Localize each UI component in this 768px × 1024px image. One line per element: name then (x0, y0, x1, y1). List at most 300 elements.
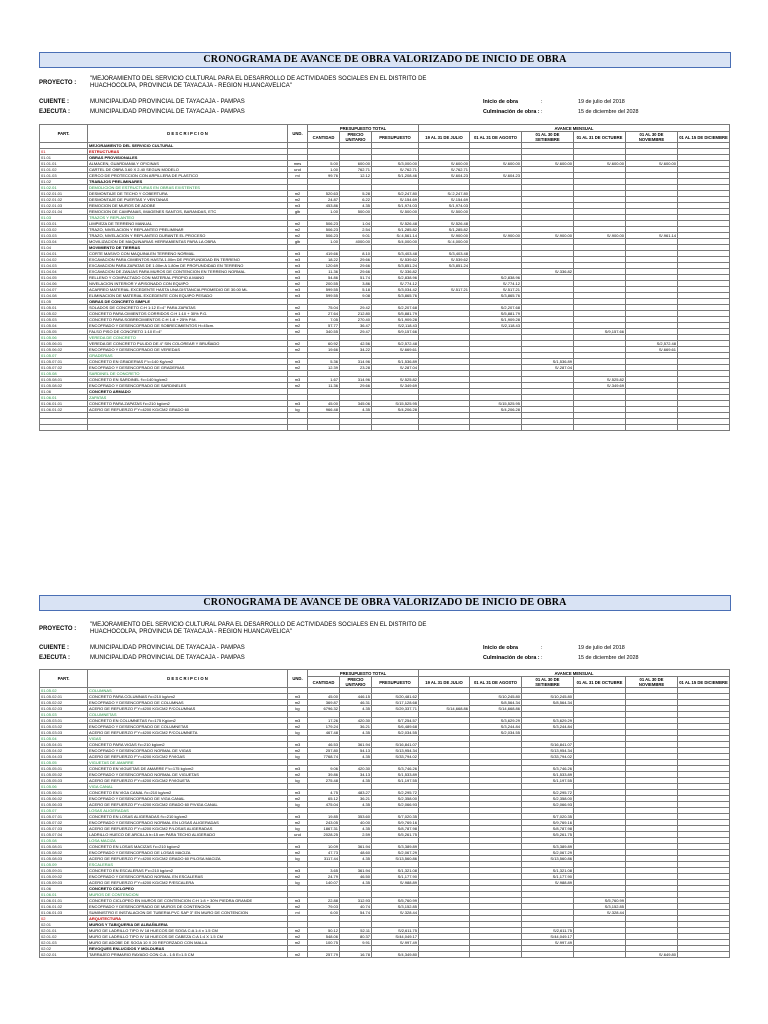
cell-month-5: S/.669.61 (626, 347, 678, 353)
cell-month-3: S/3,629.29 (522, 718, 574, 724)
cell-part: 01.01.02 (40, 167, 88, 173)
cell-descripcion: LADRILLO HUECO DE ARCILLA h=15 cm PARA TECHO ALIGERADO (88, 832, 288, 838)
cell-presupuesto: S/1,197.55 (372, 778, 419, 784)
cell-part: 01.03 (40, 215, 88, 221)
cell-month-1: S/.517.21 (419, 287, 470, 293)
start-label: Inicio de obra (483, 99, 519, 105)
cell-descripcion: EXCAVACION PARA CIMIENTOS HASTA 1.00m DE PROFUNDIDAD EN TERRENO (88, 257, 288, 263)
cell-cantidad: 506.23 (308, 233, 340, 239)
cell-precio: 23.28 (340, 365, 372, 371)
cell-und: kg (288, 706, 308, 712)
cell-cantidad: 140.07 (308, 880, 340, 886)
cell-descripcion: ENCOFRADO Y DESENCOFRADO DE MUROS DE CONTENCION (88, 904, 288, 910)
cell-presupuesto: S/5,760.99 (372, 898, 419, 904)
col-part: PART. (40, 670, 88, 688)
cell-und: ml (288, 173, 308, 179)
cell-cantidad: 46.53 (308, 742, 340, 748)
cell-cantidad: 340.55 (308, 329, 340, 335)
cell-descripcion: CONCRETO EN LOSAS ALIGERADAS f'c=210 kg/cm2 (88, 814, 288, 820)
cell-month-1 (419, 952, 470, 958)
cell-cantidad: 419.66 (308, 251, 340, 257)
cell-month-4: S/.900.00 (574, 233, 626, 239)
executor-label-2: EJECUTA : (39, 655, 71, 661)
cell-presupuesto: S/.988.89 (372, 880, 419, 886)
cell-cantidad: 520.63 (308, 191, 340, 197)
cell-part: 01.01.01 (40, 161, 88, 167)
cell-descripcion: CERCO DE PROTECCION CON ARPILLERA DE PLASTICO (88, 173, 288, 179)
cell-descripcion: MOVILIZACION DE MAQUINARIAS HERRAMIENTAS PARA LA OBRA (88, 239, 288, 245)
cell-part: 02.01.03 (40, 940, 88, 946)
cell-part: 01.05.08.02 (40, 383, 88, 389)
cell-month-1: S/.500.00 (419, 209, 470, 215)
cell-presupuesto: S/15,525.95 (372, 401, 419, 407)
cell-presupuesto: S/.526.48 (372, 221, 419, 227)
cell-month-5: S/.961.14 (626, 233, 678, 239)
cell-descripcion: ENCOFRADO Y DESENCOFRADO NORMAL DE VIGAS (88, 748, 288, 754)
cell-part: 01.05.07.03 (40, 826, 88, 832)
cell-month-2: S/2,034.55 (470, 730, 522, 736)
cell-cantidad: 79.03 (308, 904, 340, 910)
cell-part: 01.05.05 (40, 329, 88, 335)
cell-descripcion: ENCOFRADO Y DESENCOFRADO DE VIGA CANAL (88, 796, 288, 802)
cell-cantidad: 179.24 (308, 724, 340, 730)
cell-precio: 345.06 (340, 401, 372, 407)
col-month-3: 01 AL 30 DE SETIEMBRE (522, 677, 574, 688)
cell-part: 01.06.01.01 (40, 898, 88, 904)
cell-part: 01.05.07.02 (40, 820, 88, 826)
cell-cantidad: 475.04 (308, 802, 340, 808)
client-value-2: MUNICIPALIDAD PROVINCIAL DE TAYACAJA - PAMPAS (90, 645, 245, 651)
cell-month-1: S/.4,000.00 (419, 239, 470, 245)
start-colon-2: : (541, 645, 543, 651)
cell-presupuesto: S/4,349.80 (372, 952, 419, 958)
cell-und: kg (288, 730, 308, 736)
cell-descripcion: ENCOFRADO Y DESENCOFRADO DE SARDINELES (88, 383, 288, 389)
cell-descripcion: COLUMNAS (88, 688, 288, 694)
cell-part: 01.05.04.02 (40, 748, 88, 754)
cell-month-2: S/.900.00 (470, 233, 522, 239)
cell-month-2: S/2,838.96 (470, 275, 522, 281)
end-label: Culminación de obra : (483, 109, 540, 115)
cell-month-1: S/.762.71 (419, 167, 470, 173)
cell-part: 01.05 (40, 299, 88, 305)
cell-precio: 29.66 (340, 383, 372, 389)
cell-presupuesto: S/.336.82 (372, 269, 419, 275)
cell-month-2: S/3,244.84 (470, 724, 522, 730)
cell-precio: 4.35 (340, 778, 372, 784)
cell-part: 01.05.07.02 (40, 365, 88, 371)
cell-descripcion: ACERO DE REFUERZO F'Y=4200 KG/CM2 GRADO 60 P/VIGA CANAL (88, 802, 288, 808)
cell-precio: 48.60 (340, 850, 372, 856)
cell-descripcion: MEJORAMIENTO DEL SERVICIO CULTURAL (88, 143, 288, 149)
cell-part: 01.02.01 (40, 185, 88, 191)
cell-part: 01.05.05.01 (40, 766, 88, 772)
cell-descripcion: SOLADOS DE CONCRETO C:H 1:12 E=4" PARA ZAPATAS (88, 305, 288, 311)
cell-cantidad: 54.86 (308, 275, 340, 281)
cell-precio: 6.22 (340, 197, 372, 203)
cell-precio: 4.35 (340, 802, 372, 808)
cell-descripcion: MURO DE ADOBE DE SOGA 10 X 20 REFORZADO CON MALLA (88, 940, 288, 946)
cell-month-3: S/1,533.89 (522, 772, 574, 778)
cell-part: 01.02.01.03 (40, 203, 88, 209)
cell-part: 01.05.06.03 (40, 802, 88, 808)
cell-descripcion: LOSAS ALIGERADAS (88, 808, 288, 814)
cell-precio: 36.21 (340, 796, 372, 802)
cell-precio: 4.35 (340, 826, 372, 832)
cell-descripcion: CONCRETO CICLOPEO (88, 886, 288, 892)
cell-descripcion: EXCAVACION DE ZANJAS PARA MUROS DE CONTENCION EN TERRENO NORMAL (88, 269, 288, 275)
cell-precio: 16.78 (340, 952, 372, 958)
cell-part: 02 (40, 916, 88, 922)
col-cantidad: CANTIDAD (308, 677, 340, 688)
cell-precio: 312.93 (340, 898, 372, 904)
cell-und: m2 (288, 221, 308, 227)
cell-descripcion: CONCRETO EN GRADERIAS F'c=140 Kg/cm2 (88, 359, 288, 365)
cell-precio: 4.35 (340, 706, 372, 712)
cell-part: 01.05.09.02 (40, 874, 88, 880)
project-label: PROYECTO : (39, 80, 77, 86)
cell-part: 01.05.08.02 (40, 850, 88, 856)
cell-und: m2 (288, 383, 308, 389)
cell-descripcion: ACERO DE REFUERZO F'Y=4200 KG/CM2 P/COLUMNETA (88, 730, 288, 736)
cell-und: m2 (288, 904, 308, 910)
cell-descripcion: ENCOFRADO Y DESENCOFRADO NORMAL EN LOSAS ALIGERADAS (88, 820, 288, 826)
end-colon-2: : (541, 655, 543, 661)
cell-month-2: S/.604.23 (470, 173, 522, 179)
cell-presupuesto: S/2,611.75 (372, 928, 419, 934)
cell-part: 01.06.01 (40, 892, 88, 898)
schedule-table-2 (39, 669, 730, 958)
cell-presupuesto: S/5,261.75 (372, 832, 419, 838)
cell-presupuesto: S/29,337.71 (372, 706, 419, 712)
cell-precio: 5.18 (340, 287, 372, 293)
col-month-5: 01 AL 30 DE NOVIEMBRE (626, 132, 678, 143)
cell-descripcion: VIGA CANAL (88, 784, 288, 790)
cell-presupuesto: S/3,152.85 (372, 904, 419, 910)
cell-cantidad: 65.12 (308, 796, 340, 802)
cell-cantidad: 17.26 (308, 718, 340, 724)
cell-part: 01.04.04 (40, 269, 88, 275)
executor-label: EJECUTA : (39, 109, 71, 115)
cell-month-3: S/.600.00 (522, 161, 574, 167)
cell-month-6 (678, 952, 730, 958)
cell-und: m2 (288, 281, 308, 287)
cell-presupuesto: S/.154.69 (372, 197, 419, 203)
cell-month-4: S/9,157.66 (574, 329, 626, 335)
cell-precio: 314.96 (340, 359, 372, 365)
cell-month-3 (522, 952, 574, 958)
cell-und: glb (288, 239, 308, 245)
cell-und: kg (288, 880, 308, 886)
cell-descripcion: CONCRETO EN LOSAS MACIZAS f'c=210 kg/cm2 (88, 844, 288, 850)
cell-und: glb (288, 209, 308, 215)
table-row (40, 952, 730, 958)
client-label-2: CUIENTE : (39, 645, 69, 651)
cell-precio: 34.13 (340, 772, 372, 778)
cell-precio: 12.12 (340, 173, 372, 179)
cell-month-3: S/3,389.89 (522, 844, 574, 850)
cell-presupuesto: S/2,207.68 (372, 305, 419, 311)
cell-month-1: S/.600.00 (419, 161, 470, 167)
cell-descripcion: ENCOFRADO Y DESENCOFRADO NORMAL EN ESCALERAS (88, 874, 288, 880)
cell-descripcion: VIGUETAS DE AMARRE (88, 760, 288, 766)
cell-und: m2 (288, 934, 308, 940)
cell-cantidad: 27.64 (308, 311, 340, 317)
cell-part: 01.05.03 (40, 317, 88, 323)
cell-und: m3 (288, 275, 308, 281)
cell-part: 01.05.08.01 (40, 844, 88, 850)
cell-precio: 483.27 (340, 790, 372, 796)
cell-descripcion: REVOQUES ENLUCIDOS Y MOLDURAS (88, 946, 288, 952)
cell-precio: 4.35 (340, 856, 372, 862)
cell-und: m2 (288, 874, 308, 880)
cell-precio: 212.80 (340, 311, 372, 317)
cell-descripcion: SARDINEL DE CONCRETO (88, 371, 288, 377)
cell-month-3: S/2,358.00 (522, 796, 574, 802)
cell-part: 01.04.05 (40, 275, 88, 281)
cell-month-4 (574, 952, 626, 958)
cell-month-3: S/1,177.90 (522, 874, 574, 880)
cell-presupuesto: S/33,794.02 (372, 754, 419, 760)
client-value: MUNICIPALIDAD PROVINCIAL DE TAYACAJA - PAMPAS (90, 99, 245, 105)
cell-und: m2 (288, 952, 308, 958)
cell-cantidad: 45.00 (308, 694, 340, 700)
cell-cantidad: 1.00 (308, 209, 340, 215)
executor-value: MUNICIPALIDAD PROVINCIAL DE TAYACAJA - PAMPAS (90, 109, 245, 115)
cell-precio: 4.35 (340, 407, 372, 413)
cell-month-1: S/.2,247.80 (419, 191, 470, 197)
cell-und: kg (288, 407, 308, 413)
cell-und: m3 (288, 293, 308, 299)
cell-descripcion: VIGAS (88, 736, 288, 742)
cell-descripcion: CONCRETO PARA ZAPATAS f'c=210 kg/cm2 (88, 401, 288, 407)
cell-cantidad: 1.67 (308, 377, 340, 383)
cell-precio: 4000.00 (340, 239, 372, 245)
cell-descripcion: ARQUITECTURA (88, 916, 288, 922)
cell-precio: 54.13 (340, 748, 372, 754)
cell-month-4: S/.328.44 (574, 910, 626, 916)
cell-presupuesto: S/.525.82 (372, 377, 419, 383)
cell-month-3: S/8,564.34 (522, 700, 574, 706)
cell-month-1: S/3,403.48 (419, 251, 470, 257)
cell-descripcion: ENCOFRADO Y DESENCOFRADO NORMAL DE VIGUETAS (88, 772, 288, 778)
cell-cantidad: 369.87 (308, 700, 340, 706)
cell-cantidad: 467.48 (308, 730, 340, 736)
cell-precio: 29.66 (340, 263, 372, 269)
cell-descripcion: ELIMINACION DE MATERIAL EXCEDENTE CON EQUIPO PESADO (88, 293, 288, 299)
project-name-2: "MEJORAMIENTO DEL SERVICIO CULTURAL PARA EL DESARROLLO DE ACTIVIDADES SOCIALES EN EL DISTRITO DE HUACHOCOLPA, PROVINCIA DE TAYACAJA - REGION HUANCAVELICA" (90, 622, 427, 635)
cell-und: m2 (288, 191, 308, 197)
cell-presupuesto: S/7,254.57 (372, 718, 419, 724)
col-presupuesto-total: PRESUPUESTO TOTAL (308, 670, 419, 677)
cell-month-1: S/14,668.86 (419, 706, 470, 712)
cell-descripcion: REMOCION DE CAMPANAS, IMAGENES SANTOS, BARANDAS, ETC (88, 209, 288, 215)
cell-descripcion: TRABAJOS PRELIMINARES (88, 179, 288, 185)
cell-presupuesto: S/6,489.68 (372, 724, 419, 730)
cell-part: 01.03.02 (40, 227, 88, 233)
cell-und: kg (288, 754, 308, 760)
cell-part: 01.01 (40, 155, 88, 161)
cell-part: 01.04.01 (40, 251, 88, 257)
col-month-2: 01 AL 31 DE AGOSTO (470, 677, 522, 688)
cell-month-2: S/1,909.28 (470, 317, 522, 323)
cell-precio: 420.30 (340, 718, 372, 724)
cell-descripcion: NIVELACION INTERIOR Y APISONADO CON EQUIPO (88, 281, 288, 287)
cell-part: 01.05.03.03 (40, 730, 88, 736)
cell-month-3: S/1,197.55 (522, 778, 574, 784)
cell-month-1: S/.526.48 (419, 221, 470, 227)
cell-part: 01.05.01 (40, 305, 88, 311)
cell-cantidad: 506.23 (308, 221, 340, 227)
cell-und: m2 (288, 796, 308, 802)
cell-month-3: S/13,954.34 (522, 748, 574, 754)
cell-cantidad: 453.86 (308, 203, 340, 209)
cell-cantidad: 11.36 (308, 383, 340, 389)
end-colon: : (541, 109, 543, 115)
cell-month-2: S/3,629.29 (470, 718, 522, 724)
cell-month-3: S/.988.89 (522, 880, 574, 886)
cell-cantidad: 1.00 (308, 167, 340, 173)
cell-descripcion: MURO DE LADRILLO TIPO IV 18 HUECOS DE CABEZA C:A 1:4 X 1.5 CM (88, 934, 288, 940)
cell-part: 01.02.01.02 (40, 197, 88, 203)
cell-cantidad: 3.65 (308, 868, 340, 874)
cell-cantidad: 57.77 (308, 323, 340, 329)
cell-month-3: S/2,067.29 (522, 850, 574, 856)
cell-part: 01.05.08.01 (40, 377, 88, 383)
cell-und: m3 (288, 898, 308, 904)
cell-month-2 (470, 952, 522, 958)
cell-presupuesto: S/1,536.89 (372, 359, 419, 365)
cell-month-3: S/8,787.98 (522, 826, 574, 832)
cell-descripcion: ENCOFRADO Y DESENCOFRADO DE COLUMNETAS (88, 724, 288, 730)
cell-descripcion: FALSO PISO DE CONCRETO 1:10 E=4" (88, 329, 288, 335)
start-label-2: Inicio de obra (483, 645, 519, 651)
cell-und: m3 (288, 401, 308, 407)
cell-month-2: S/4,206.28 (470, 407, 522, 413)
cell-part: 01.05.09.01 (40, 868, 88, 874)
cell-precio: 46.31 (340, 700, 372, 706)
cell-presupuesto: S/1,208.46 (372, 173, 419, 179)
col-month-6: 01 AL 15 DE DICIEMBRE (678, 132, 730, 143)
cell-month-3: S/.336.82 (522, 269, 574, 275)
cell-part: 01.04.08 (40, 293, 88, 299)
cell-descripcion: GRADERIAS (88, 353, 288, 359)
cell-month-3: S/2,066.93 (522, 802, 574, 808)
cell-cantidad: 1867.31 (308, 826, 340, 832)
cell-descripcion: DESMONTAJE DE TECHO Y COBERTURA (88, 191, 288, 197)
cell-part: 01.05.06 (40, 335, 88, 341)
cell-und: m2 (288, 227, 308, 233)
cell-und: m2 (288, 365, 308, 371)
cell-presupuesto: S/13,954.34 (372, 748, 419, 754)
cell-precio: 762.71 (340, 167, 372, 173)
cell-month-2: S/2,207.68 (470, 305, 522, 311)
cell-und: m3 (288, 814, 308, 820)
cell-und: m2 (288, 233, 308, 239)
cell-cantidad: 19.85 (308, 814, 340, 820)
cell-descripcion: EXCAVACION PARA ZAPATAS DE 1.00m A 1.80m DE PROFUNDIDAD EN TERRENO (88, 263, 288, 269)
cell-precio: 270.40 (340, 317, 372, 323)
end-date: 15 de diciembre del 2028 (578, 109, 639, 115)
cell-month-2: S/.774.12 (470, 281, 522, 287)
cell-und: m3 (288, 766, 308, 772)
col-month-6: 01 AL 15 DE DICIEMBRE (678, 677, 730, 688)
cell-und: kg (288, 778, 308, 784)
cell-descripcion: ENCOFRADO Y DESENCOFRADO DE LOSAS MACIZA (88, 850, 288, 856)
cell-descripcion: TARRAJEO PRIMARIO RAYADO CON C:A - 1:5 E=1.5 CM (88, 952, 288, 958)
cell-presupuesto: S/3,403.48 (372, 251, 419, 257)
cell-precio: 353.60 (340, 814, 372, 820)
cell-cantidad: 75.04 (308, 305, 340, 311)
cell-und: m3 (288, 742, 308, 748)
cell-part: 01.05.09 (40, 862, 88, 868)
cell-part: 01.06.01 (40, 395, 88, 401)
cell-descripcion: REMOCION DE MUROS DE ADOBE (88, 203, 288, 209)
cell-part: 01.05.02.03 (40, 706, 88, 712)
cell-descripcion: TRAZOS Y REPLANTEO (88, 215, 288, 221)
cell-presupuesto: S/2,295.72 (372, 790, 419, 796)
col-und: UND. (288, 670, 308, 688)
cell-month-2: S/2,118.43 (470, 323, 522, 329)
cell-part: 01.05.05.02 (40, 772, 88, 778)
cell-cantidad: 599.55 (308, 293, 340, 299)
col-month-2: 01 AL 31 DE AGOSTO (470, 132, 522, 143)
cell-descripcion: CONCRETO ARMADO (88, 389, 288, 395)
cell-descripcion: RELLENO Y COMPACTADO CON MATERIAL PROPIO A MANO (88, 275, 288, 281)
cell-precio: 29.47 (340, 329, 372, 335)
cell-presupuesto: S/7,020.35 (372, 814, 419, 820)
cell-cantidad: 99.76 (308, 173, 340, 179)
cell-descripcion: VEREDA DE CONCRETO PULIDO DE 4" SIN COLOREAR Y BRUÑADO (88, 341, 288, 347)
cell-month-1: S/.900.00 (419, 233, 470, 239)
cell-descripcion: MUROS Y TABIQUERIA DE ALBAÑILERIA (88, 922, 288, 928)
cell-month-2: S/10,245.80 (470, 694, 522, 700)
cell-descripcion: CONCRETO PARA COLUMNAS f'c=210 kg/cm2 (88, 694, 288, 700)
cell-descripcion: DEMOLICION DE ESTRUCTURAS EN OBRAS EXISTENTES (88, 185, 288, 191)
cell-precio: 420.30 (340, 766, 372, 772)
cell-month-3: S/9,769.16 (522, 820, 574, 826)
cell-precio: 361.94 (340, 844, 372, 850)
cell-cantidad: 548.06 (308, 934, 340, 940)
col-descripcion: D E S C R I P C I O N (88, 670, 288, 688)
cell-presupuesto: S/4,206.28 (372, 407, 419, 413)
cell-precio: 4.35 (340, 754, 372, 760)
cell-part: 01.02.01.04 (40, 209, 88, 215)
cell-descripcion: MURO DE LADRILLO TIPO IV 18 HUECOS DE SOGA C:A 1:4 x 1.5 CM (88, 928, 288, 934)
cell-part: 01.05.05.03 (40, 778, 88, 784)
cell-presupuesto: S/.4,561.14 (372, 233, 419, 239)
cell-month-2: S/5,881.79 (470, 311, 522, 317)
cell-und: m2 (288, 940, 308, 946)
cell-precio: 80.37 (340, 934, 372, 940)
cell-descripcion: CONCRETO EN VIGA CANAL f'c=210 kg/cm2 (88, 790, 288, 796)
cell-und: m3 (288, 844, 308, 850)
cell-part: 01.05.02.02 (40, 700, 88, 706)
cell-month-2: S/.517.21 (470, 287, 522, 293)
cell-descripcion: OBRAS DE CONCRETO SIMPLE (88, 299, 288, 305)
cell-und: m3 (288, 317, 308, 323)
cell-descripcion: ACERO DE REFUERZO F'Y=4200 KG/CM2 GRADO 60 P/LOSA MACIZA (88, 856, 288, 862)
cell-presupuesto: S/.500.00 (372, 209, 419, 215)
cell-part: 01.05.02 (40, 688, 88, 694)
cell-precio: 4.35 (340, 730, 372, 736)
cell-presupuesto: S/3,000.00 (372, 161, 419, 167)
project-name: "MEJORAMIENTO DEL SERVICIO CULTURAL PARA EL DESARROLLO DE ACTIVIDADES SOCIALES EN EL DISTRITO DE HUACHOCOLPA, PROVINCIA DE TAYACAJA - REGION HUANCAVELICA" (90, 76, 427, 89)
cell-cantidad: 275.48 (308, 778, 340, 784)
cell-cantidad: 47.73 (308, 850, 340, 856)
cell-und: m2 (288, 323, 308, 329)
cell-cantidad: 3117.44 (308, 856, 340, 862)
